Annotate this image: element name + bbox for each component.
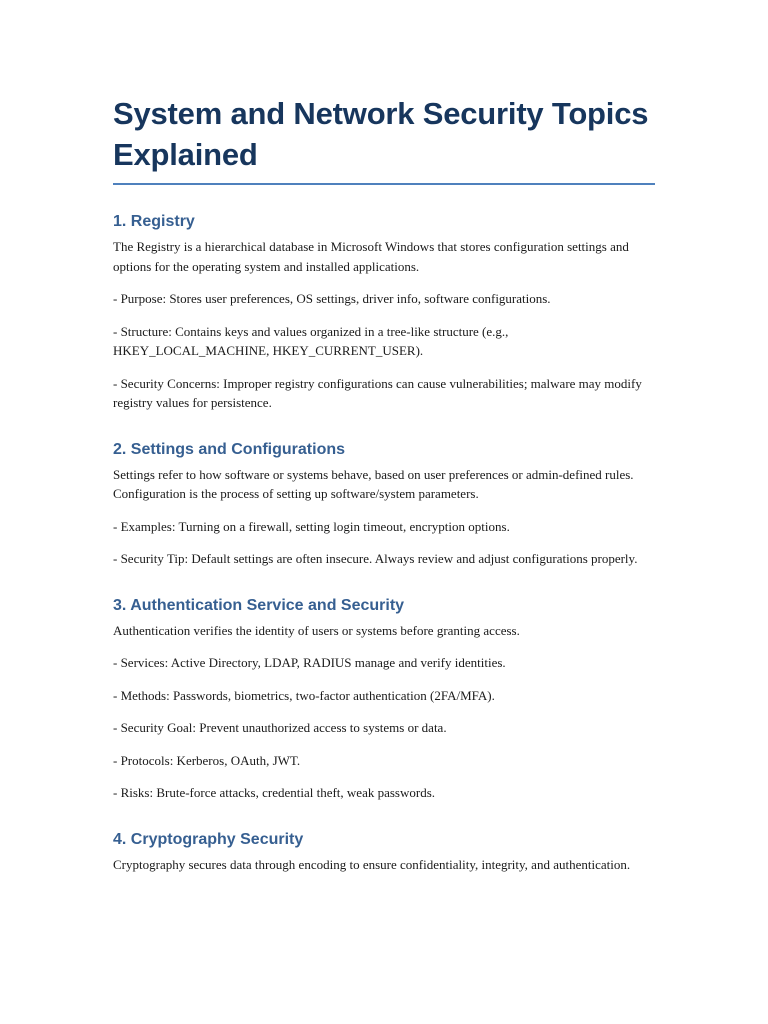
paragraph: - Structure: Contains keys and values organized in a tree-like structure (e.g., HKEY_LOCAL_MACHINE, HKEY_CURRENT_USER). <box>113 323 509 358</box>
section-heading: 3. Authentication Service and Security <box>113 596 405 614</box>
section-cryptography <box>113 829 655 875</box>
paragraph: - Risks: Brute-force attacks, credential theft, weak passwords. <box>113 785 436 800</box>
title-underline <box>113 183 655 185</box>
paragraph: - Security Tip: Default settings are often insecure. Always review and adjust configurations properly. <box>113 551 638 566</box>
section-heading: 2. Settings and Configurations <box>113 440 346 458</box>
paragraph: - Protocols: Kerberos, OAuth, JWT. <box>113 752 301 768</box>
paragraph: - Services: Active Directory, LDAP, RADIUS manage and verify identities. <box>113 655 506 670</box>
section-heading: 4. Cryptography Security <box>113 830 304 848</box>
paragraph: - Security Goal: Prevent unauthorized access to systems or data. <box>113 720 447 735</box>
paragraph: - Purpose: Stores user preferences, OS settings, driver info, software configurations. <box>113 291 551 306</box>
section-settings <box>113 439 655 569</box>
section-authentication <box>113 595 655 803</box>
paragraph: Authentication verifies the identity of users or systems before granting access. <box>113 622 520 638</box>
paragraph: - Examples: Turning on a firewall, setting login timeout, encryption options. <box>113 518 510 534</box>
paragraph: Settings refer to how software or systems behave, based on user preferences or admin-defined rules. Configuration is the process of setting up software/system parameters. <box>113 466 634 501</box>
section-registry <box>113 211 655 413</box>
paragraph: - Security Concerns: Improper registry configurations can cause vulnerabilities; malware may modify registry values for persistence. <box>113 375 642 410</box>
paragraph: The Registry is a hierarchical database in Microsoft Windows that stores configuration settings and options for the operating system and installed applications. <box>113 239 629 274</box>
document-page <box>113 93 655 887</box>
section-heading: 1. Registry <box>113 213 195 230</box>
paragraph: - Methods: Passwords, biometrics, two-factor authentication (2FA/MFA). <box>113 687 495 703</box>
paragraph: Cryptography secures data through encoding to ensure confidentiality, integrity, and authentication. <box>113 856 631 872</box>
document-title: System and Network Security Topics Explained <box>113 96 649 172</box>
